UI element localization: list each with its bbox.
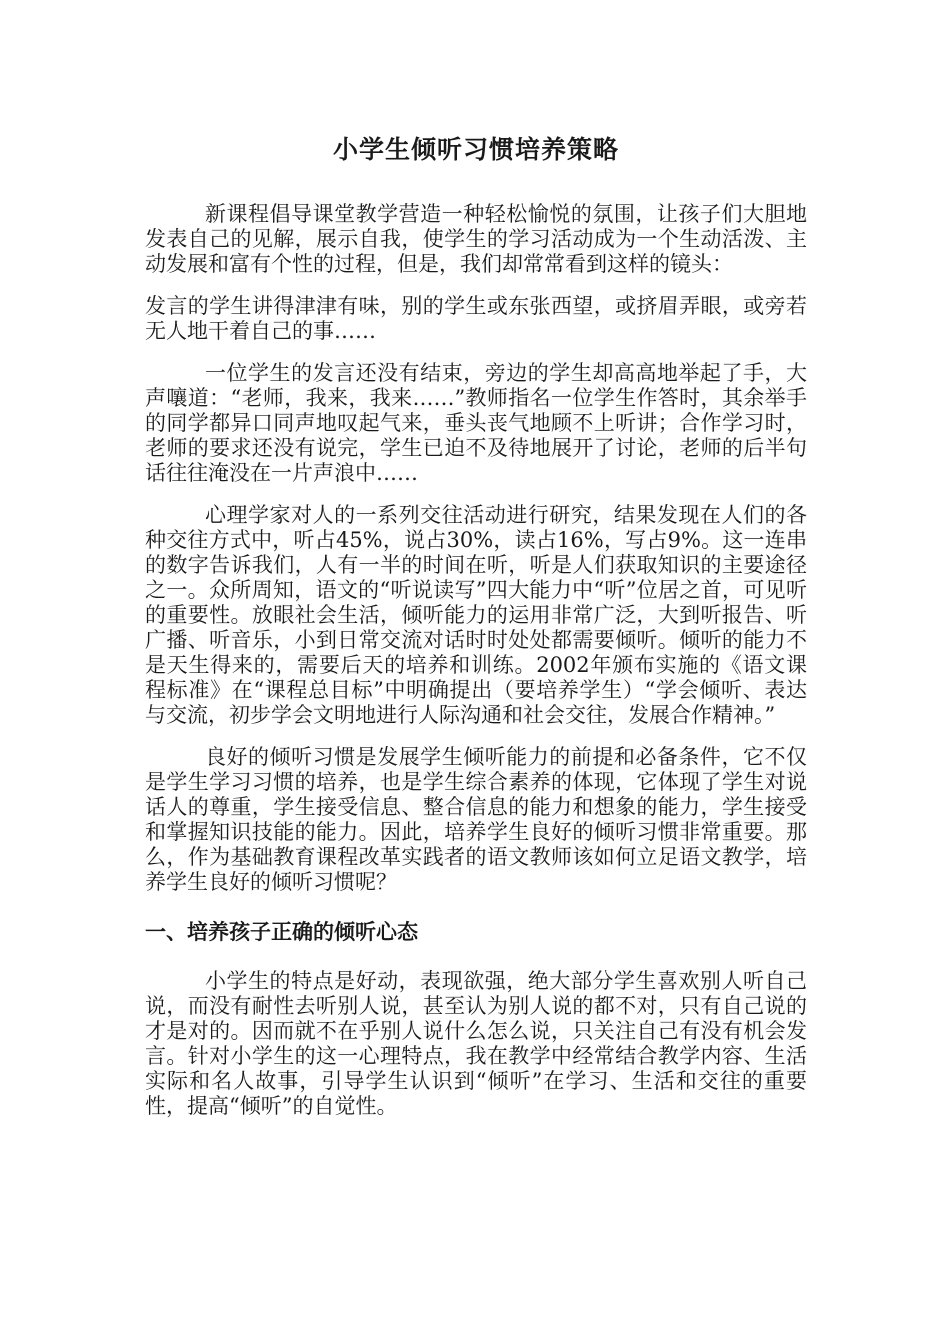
paragraph-intro: 新课程倡导课堂教学营造一种轻松愉悦的氛围，让孩子们大胆地发表自己的见解，展示自我，使学生的学习活动成为一个生动活泼、主动发展和富有个性的过程，但是，我们却常常看到这样的镜头：	[145, 202, 807, 276]
section-heading: 一、培养孩子正确的倾听心态	[145, 919, 418, 944]
paragraph-research: 心理学家对人的一系列交往活动进行研究，结果发现在人们的各种交往方式中，听占45%，说占30%，读占16%，写占9%。这一连串的数字告诉我们，人有一半的时间在听，听是人们获取知识的主要途径之一。众所周知，语文的“听说读写”四大能力中“听”位居之首，可见听的重要性。放眼社会生活，倾听能力的运用非常广泛，大到听报告、听广播、听音乐，小到日常交流对话时时处处都需要倾听。倾听的能力不是天生得来的，需要后天的培养和训练。2002年颁布实施的《语文课程标准》在“课程总目标”中明确提出（要培养学生）“学会倾听、表达与交流，初步学会文明地进行人际沟通和社会交往，发展合作精神。”	[145, 503, 807, 727]
section-paragraph: 小学生的特点是好动，表现欲强，绝大部分学生喜欢别人听自己说，而没有耐性去听别人说，甚至认为别人说的都不对，只有自己说的才是对的。因而就不在乎别人说什么怎么说，只关注自己有没有机会发言。针对小学生的这一心理特点，我在教学中经常结合教学内容、生活实际和名人故事，引导学生认识到“倾听”在学习、生活和交往的重要性，提高“倾听”的自觉性。	[145, 969, 807, 1118]
document-title: 小学生倾听习惯培养策略	[332, 135, 619, 164]
paragraph-scene-two: 一位学生的发言还没有结束，旁边的学生却高高地举起了手，大声嚷道：“老师，我来，我来……”教师指名一位学生作答时，其余举手的同学都异口同声地叹起气来，垂头丧气地顾不上听讲；合作学习时，老师的要求还没有说完，学生已迫不及待地展开了讨论，老师的后半句话往往淹没在一片声浪中……	[145, 361, 807, 485]
paragraph-scene-one: 发言的学生讲得津津有味，别的学生或东张西望，或挤眉弄眼，或旁若无人地干着自己的事……	[145, 294, 807, 343]
document-page	[145, 128, 807, 1136]
paragraph-habit: 良好的倾听习惯是发展学生倾听能力的前提和必备条件，它不仅是学生学习习惯的培养，也是学生综合素养的体现，它体现了学生对说话人的尊重，学生接受信息、整合信息的能力和想象的能力，学生接受和掌握知识技能的能力。因此，培养学生良好的倾听习惯非常重要。那么，作为基础教育课程改革实践者的语文教师该如何立足语文教学，培养学生良好的倾听习惯呢？	[145, 745, 807, 894]
